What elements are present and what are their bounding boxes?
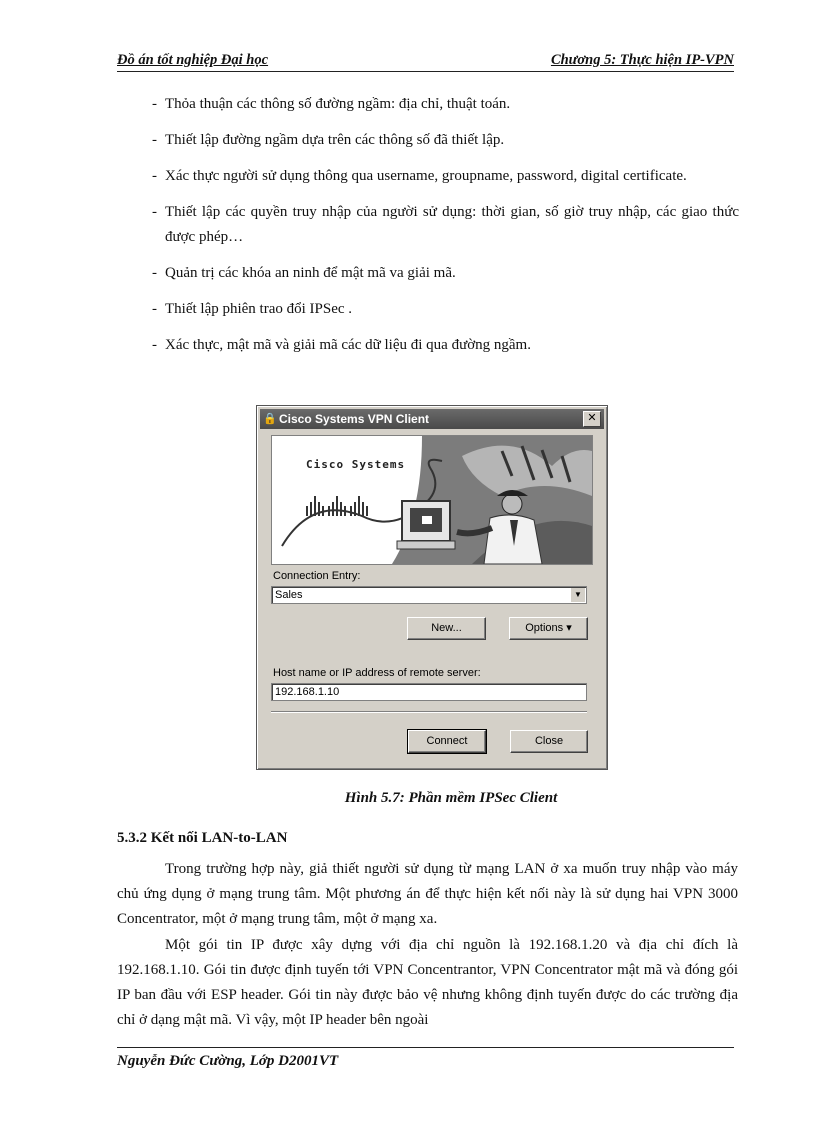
dialog-titlebar <box>260 409 604 429</box>
vpn-client-dialog <box>256 405 608 770</box>
header-right: Chương 5: Thực hiện IP-VPN <box>550 52 734 68</box>
list-item: - Thỏa thuận các thông số đường ngầm: địa chỉ, thuật toán. <box>152 96 511 112</box>
host-input[interactable]: 192.168.1.10 <box>271 683 587 701</box>
page-header <box>117 52 734 72</box>
footer-rule <box>117 1047 734 1048</box>
list-item: - Xác thực, mật mã và giải mã các dữ liệu đi qua đường ngầm. <box>152 337 531 353</box>
header-rule <box>117 71 734 72</box>
page-footer: Nguyễn Đức Cường, Lớp D2001VT <box>117 1053 339 1069</box>
cisco-banner <box>271 435 593 565</box>
list-item: - Quản trị các khóa an ninh để mật mã va giải mã. <box>152 265 456 281</box>
paragraph: Một gói tin IP được xây dựng với địa chỉ nguồn là 192.168.1.20 và địa chỉ đích là 192.168.1.10. Gói tin được định tuyến tới VPN Concentrantor, VPN Concentrator mật mã và đóng gói IP ban đầu với ESP header. Gói tin này được bảo vệ nhưng không định tuyến được do các trường địa chỉ ở dạng mật mã. Vì vậy, một IP header bên ngoài <box>117 937 738 1028</box>
close-button[interactable]: Close <box>510 730 588 753</box>
close-icon[interactable]: ✕ <box>583 411 601 427</box>
new-button[interactable]: New... <box>407 617 486 640</box>
list-item: - Xác thực người sử dụng thông qua username, groupname, password, digital certificate. <box>152 168 687 184</box>
list-item: - Thiết lập phiên trao đổi IPSec . <box>152 301 353 317</box>
figure-caption: Hình 5.7: Phần mềm IPSec Client <box>344 790 558 806</box>
section-heading: 5.3.2 Kết nối LAN-to-LAN <box>117 830 288 846</box>
list-item: - Thiết lập đường ngầm dựa trên các thông số đã thiết lập. <box>152 132 505 148</box>
chevron-down-icon[interactable]: ▼ <box>570 588 585 602</box>
bullet-list <box>152 92 739 369</box>
list-item: - Thiết lập các quyền truy nhập của người sử dụng: thời gian, số giờ truy nhập, các giao thức được phép… <box>152 204 739 245</box>
connection-entry-label: Connection Entry: <box>273 570 361 582</box>
dialog-title: Cisco Systems VPN Client <box>279 412 430 426</box>
connect-button[interactable]: Connect <box>408 730 486 753</box>
connection-entry-select[interactable]: Sales ▼ <box>271 586 587 604</box>
lock-icon: 🔒 <box>263 413 277 425</box>
options-button[interactable]: Options ▾ <box>509 617 588 640</box>
paragraph: Trong trường hợp này, giả thiết người sử dụng từ mạng LAN ở xa muốn truy nhập vào máy chủ ứng dụng ở mạng trung tâm. Một phương án để thực hiện kết nối này là sử dụng hai VPN 3000 Concentrator, một ở mạng trung tâm, một ở mạng xa. <box>117 861 738 927</box>
host-label: Host name or IP address of remote server: <box>273 667 481 679</box>
banner-illustration <box>272 436 592 564</box>
cisco-logo-text: Cisco Systems <box>306 458 406 471</box>
header-left: Đồ án tốt nghiệp Đại học <box>117 52 269 68</box>
dialog-separator <box>271 711 587 713</box>
